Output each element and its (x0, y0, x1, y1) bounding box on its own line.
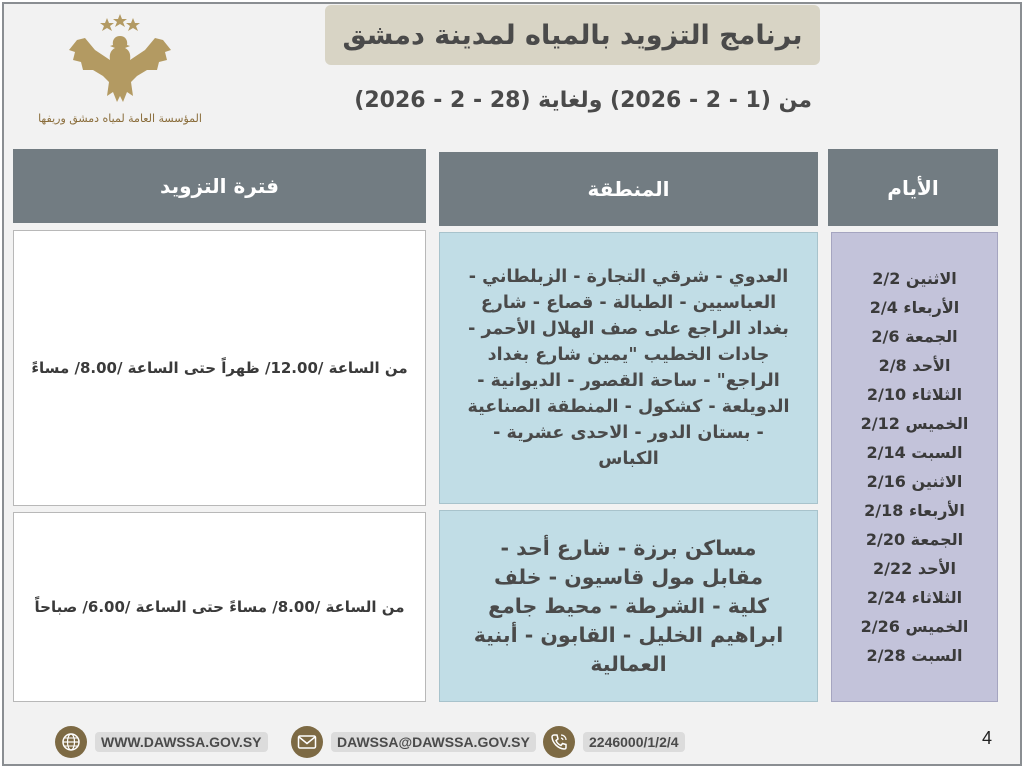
period-text-2: من الساعة /8.00/ مساءً حتى الساعة /6.00/ صباحاً (34, 598, 405, 616)
date-range: من (1 - 2 - 2026) ولغاية (28 - 2 - 2026) (354, 88, 812, 113)
footer-website (55, 726, 268, 758)
title-banner (325, 5, 820, 65)
day-item: الخميس 2/12 (860, 414, 969, 433)
website-link[interactable]: WWW.DAWSSA.GOV.SY (95, 732, 268, 752)
column-header-period-label: فترة التزويد (160, 174, 279, 198)
region-text-2: مساكن برزة - شارع أحد - مقابل مول قاسيون - خلف كلية - الشرطة - محيط جامع ابراهيم الخليل - القابون - أبنية العمالية (473, 535, 784, 676)
day-item: السبت 2/28 (866, 646, 963, 665)
email-link[interactable]: DAWSSA@DAWSSA.GOV.SY (331, 732, 536, 752)
day-item: الجمعة 2/20 (865, 530, 964, 549)
envelope-icon (291, 726, 323, 758)
period-cell-2 (13, 512, 426, 702)
globe-icon (55, 726, 87, 758)
region-cell-1 (439, 232, 818, 504)
org-name: المؤسسة العامة لمياه دمشق وريفها (38, 112, 202, 125)
period-text-1: من الساعة /12.00/ ظهراً حتى الساعة /8.00/ مساءً (31, 359, 408, 377)
day-item: السبت 2/14 (866, 443, 963, 462)
day-item: الأحد 2/22 (873, 559, 956, 578)
day-item: الاثنين 2/2 (872, 269, 957, 288)
day-item: الأربعاء 2/18 (864, 501, 965, 520)
region-cell-2 (439, 510, 818, 702)
column-header-period (13, 149, 426, 223)
org-logo (22, 10, 218, 132)
column-header-days (828, 149, 998, 226)
page-title: برنامج التزويد بالمياه لمدينة دمشق (342, 19, 803, 51)
day-item: الثلاثاء 2/10 (866, 385, 963, 404)
day-item: الأربعاء 2/4 (869, 298, 960, 317)
region-text-1: العدوي - شرقي التجارة - الزبلطاني - العباسيين - الطبالة - قصاع - شارع بغداد الراجع على صف الهلال الأحمر - جادات الخطيب "يمين شارع بغداد الراجع" - ساحة القصور - الديوانية - الدويلعة - كشكول - المنطقة الصناعية - بستان الدور - الاحدى عشرية - الكباس (467, 267, 790, 469)
column-header-days-label: الأيام (887, 175, 939, 200)
period-cell-1 (13, 230, 426, 506)
phone-number[interactable]: 2246000/1/2/4 (583, 732, 685, 752)
days-cell (831, 232, 998, 702)
column-header-region-label: المنطقة (587, 177, 670, 201)
day-item: الاثنين 2/16 (866, 472, 963, 491)
phone-icon (543, 726, 575, 758)
day-item: الثلاثاء 2/24 (866, 588, 963, 607)
footer-email (291, 726, 536, 758)
day-item: الأحد 2/8 (878, 356, 951, 375)
column-header-region (439, 152, 818, 226)
day-item: الخميس 2/26 (860, 617, 969, 636)
day-item: الجمعة 2/6 (871, 327, 958, 346)
footer-phone (543, 726, 685, 758)
eagle-emblem-icon (55, 10, 185, 108)
page-number: 4 (982, 728, 993, 748)
